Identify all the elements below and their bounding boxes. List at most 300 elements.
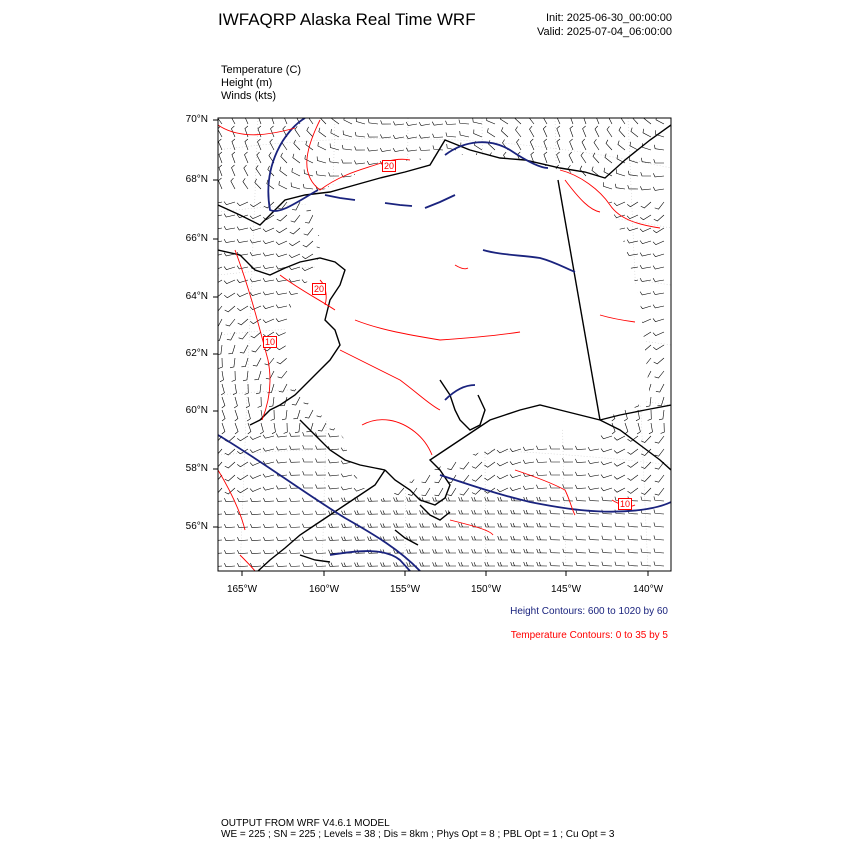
model-footer: OUTPUT FROM WRF V4.6.1 MODEL — [221, 818, 390, 829]
wind-barb — [536, 472, 547, 476]
wind-barb — [628, 171, 638, 176]
wind-barb — [640, 278, 651, 282]
wind-barb — [536, 459, 547, 463]
wind-barb — [433, 134, 444, 138]
wind-barb — [318, 142, 326, 150]
wind-barb — [602, 549, 612, 553]
wind-barb — [575, 485, 586, 489]
wind-barb — [250, 462, 261, 466]
wind-barb — [263, 265, 274, 268]
wind-barb — [563, 523, 573, 527]
wind-barb — [276, 332, 287, 336]
wind-barb — [653, 318, 664, 321]
wind-barb — [602, 562, 612, 566]
wind-barb — [355, 537, 366, 541]
wind-barb — [602, 536, 612, 540]
wind-barb — [276, 291, 287, 295]
wind-barb — [644, 115, 651, 124]
wind-barb — [302, 267, 313, 271]
wind-barb — [653, 291, 664, 295]
wind-barb — [237, 227, 248, 230]
wind-barb — [614, 488, 625, 492]
wind-barb — [510, 448, 521, 451]
wind-barb — [213, 488, 223, 495]
wind-barb — [594, 139, 599, 150]
wind-barb — [524, 510, 534, 514]
wind-barb — [615, 184, 625, 189]
wind-barb — [251, 332, 261, 338]
model-settings-footer: WE = 225 ; SN = 225 ; Levels = 38 ; Dis = 8km ; Phys Opt = 8 ; PBL Opt = 1 ; Cu Opt = 3 — [221, 829, 615, 840]
wind-barb — [380, 148, 391, 152]
wind-barb — [497, 475, 508, 479]
wind-barb — [472, 549, 482, 553]
wind-barb — [342, 511, 353, 515]
wind-barb — [653, 228, 664, 233]
wind-barb — [367, 161, 378, 165]
wind-barb — [231, 113, 235, 124]
wind-barb — [433, 549, 443, 553]
wind-barb — [211, 201, 222, 204]
wind-barb — [355, 563, 366, 567]
wind-barb — [524, 523, 534, 527]
wind-barb — [289, 254, 300, 258]
wind-barb — [627, 240, 638, 243]
wind-barb — [498, 523, 508, 527]
wind-barb — [393, 148, 404, 151]
wind-barb — [485, 549, 495, 553]
wind-barb — [588, 486, 599, 490]
wind-barb — [419, 122, 430, 125]
wind-barb — [276, 318, 287, 321]
wind-barb — [303, 241, 313, 247]
wind-barb — [446, 133, 456, 138]
wind-barb — [619, 127, 625, 137]
wind-barb — [263, 319, 274, 323]
wind-barb — [497, 462, 508, 466]
wind-barb — [290, 433, 301, 437]
wind-barb — [316, 563, 327, 567]
wind-barb — [316, 459, 327, 463]
wind-barb — [498, 562, 508, 566]
wind-barb — [625, 423, 628, 434]
temp-contour-label-10-east: 10 — [620, 499, 631, 509]
wind-barb — [563, 471, 573, 475]
wind-barb — [289, 550, 300, 554]
wind-barb — [654, 145, 664, 150]
wind-barb — [407, 510, 417, 514]
wind-barb — [446, 523, 456, 527]
wind-barb — [263, 305, 274, 308]
wind-barb — [614, 462, 625, 466]
wind-barb — [222, 410, 225, 421]
wind-barb — [589, 497, 599, 501]
wind-barb — [640, 215, 651, 220]
wind-barb — [279, 181, 287, 189]
wind-barb — [250, 306, 261, 310]
wind-barb — [653, 278, 664, 281]
wind-barb — [537, 536, 547, 540]
wind-barb — [630, 142, 638, 150]
wind-barb — [576, 523, 586, 527]
wind-barb — [550, 497, 560, 501]
wind-barb — [656, 384, 664, 392]
wind-barb — [319, 128, 326, 137]
wind-barb — [224, 239, 235, 243]
wind-barb — [511, 523, 521, 527]
wind-barb — [329, 563, 340, 567]
wind-barb — [529, 114, 535, 125]
wind-barb — [289, 563, 300, 567]
wind-barb — [225, 462, 235, 468]
wind-barb — [459, 120, 469, 125]
wind-barb — [459, 562, 469, 566]
wind-barb — [276, 305, 287, 308]
wind-barb — [237, 293, 248, 297]
wind-barb — [276, 486, 287, 490]
wind-barb — [589, 536, 599, 540]
wind-barb — [211, 537, 222, 541]
wind-barb — [263, 241, 274, 244]
wind-barb — [237, 306, 248, 311]
wind-barb — [241, 358, 248, 367]
wind-barb — [211, 550, 222, 554]
wind-barb — [224, 202, 235, 205]
wind-barb — [640, 305, 651, 308]
wind-barb — [239, 332, 248, 339]
wind-barb — [290, 472, 301, 476]
wind-barb — [295, 423, 300, 433]
wind-barb — [589, 562, 599, 566]
wind-barb — [628, 475, 639, 480]
wind-barb — [276, 511, 287, 515]
wind-barb — [420, 147, 431, 151]
wind-barb — [536, 446, 547, 450]
wind-barb — [435, 488, 444, 496]
lon-label-165: 165°W — [226, 584, 258, 595]
wind-barb — [276, 524, 287, 528]
wind-barb — [250, 550, 261, 554]
wind-barb — [632, 114, 638, 124]
wind-barb — [331, 129, 339, 137]
wind-barb — [258, 139, 262, 150]
wind-barb — [368, 524, 379, 528]
wind-barb — [329, 537, 340, 541]
wind-barb — [615, 549, 625, 553]
lon-label-145: 145°W — [550, 584, 582, 595]
wind-barb — [570, 126, 573, 137]
wind-barb — [543, 126, 547, 137]
wind-barb — [237, 462, 248, 467]
wind-barb — [250, 475, 261, 479]
wind-barb — [570, 139, 573, 150]
wind-barb — [355, 511, 366, 515]
wind-barb — [355, 146, 365, 150]
wind-barb — [341, 474, 352, 477]
wind-barb — [485, 497, 495, 501]
wind-barb — [381, 563, 392, 567]
wind-barb — [446, 121, 457, 125]
wind-barb — [212, 293, 222, 299]
wind-barb — [640, 241, 651, 244]
wind-barb — [224, 293, 235, 298]
wind-barb — [368, 498, 379, 502]
wind-barb — [627, 215, 638, 219]
wind-barb — [459, 536, 469, 540]
wind-barb — [237, 202, 248, 206]
wind-barb — [550, 536, 560, 540]
wind-barb — [459, 497, 469, 501]
wind-barb — [589, 523, 599, 527]
wind-barb — [279, 384, 287, 392]
wind-barb — [614, 475, 625, 479]
wind-barb — [589, 549, 599, 553]
wind-barb — [433, 536, 443, 540]
wind-barb — [263, 292, 274, 295]
wind-barb — [581, 152, 586, 163]
wind-barb — [289, 241, 300, 246]
wind-barb — [601, 436, 612, 439]
wind-barb — [544, 152, 547, 163]
wind-barb — [624, 410, 627, 421]
wind-barb — [211, 511, 222, 515]
wind-barb — [254, 371, 261, 380]
lon-label-160: 160°W — [308, 584, 340, 595]
wind-barb — [293, 154, 300, 163]
wind-barb — [498, 497, 508, 501]
wind-barb — [328, 459, 339, 463]
wind-barb — [240, 345, 248, 353]
field-height-label: Height (m) — [221, 77, 273, 89]
wind-barb — [250, 228, 261, 231]
wind-barb — [615, 536, 625, 540]
wind-barb — [641, 172, 651, 176]
wind-barb — [318, 423, 326, 431]
wind-barb — [459, 510, 469, 514]
wind-barb — [588, 473, 599, 477]
wind-barb — [232, 165, 236, 176]
wind-barb — [394, 536, 405, 540]
wind-barb — [237, 475, 248, 480]
wind-barb — [474, 130, 482, 138]
map-title: IWFAQRP Alaska Real Time WRF — [218, 10, 476, 29]
wind-barb — [420, 562, 430, 566]
wind-barb — [265, 358, 274, 365]
wind-barb — [224, 280, 235, 284]
wind-barb — [263, 487, 274, 490]
wind-barb — [615, 562, 625, 566]
wind-barb — [536, 485, 547, 489]
wind-barb — [289, 498, 300, 502]
wind-barb — [550, 549, 560, 553]
wind-barb — [485, 536, 495, 540]
wind-barb — [217, 113, 222, 124]
wind-barb — [237, 488, 248, 493]
wind-barb — [305, 215, 313, 223]
wind-barb — [213, 306, 222, 313]
wind-barb — [253, 358, 261, 366]
wind-barb — [498, 510, 508, 514]
wind-barb — [294, 140, 300, 150]
wind-barb — [302, 254, 313, 259]
wind-barb — [653, 187, 664, 191]
wind-barb — [601, 462, 612, 465]
wind-barb — [501, 127, 508, 137]
wind-barb — [616, 169, 625, 176]
wind-barb — [252, 345, 261, 352]
wind-barb — [641, 549, 651, 553]
wind-barb — [289, 279, 300, 282]
wind-barb — [276, 537, 287, 541]
wind-barb — [653, 254, 664, 257]
wind-barb — [656, 116, 664, 124]
wind-barb — [653, 173, 664, 177]
wind-barb — [211, 280, 222, 285]
lon-label-155: 155°W — [389, 584, 421, 595]
wind-barb — [460, 131, 469, 137]
wind-barb — [601, 449, 612, 452]
wind-barb — [563, 536, 573, 540]
temperature-contour-legend: Temperature Contours: 0 to 35 by 5 — [510, 630, 668, 641]
wind-barb — [270, 139, 274, 150]
wind-barb — [255, 179, 261, 189]
wind-barb — [394, 510, 405, 514]
wind-barb — [250, 215, 261, 219]
wind-barb — [245, 139, 248, 150]
wind-barb — [657, 397, 664, 406]
wind-barb — [487, 128, 495, 137]
wind-barb — [557, 126, 560, 137]
wind-barb — [250, 449, 261, 453]
wind-barb — [235, 410, 238, 421]
wind-barb — [488, 140, 495, 150]
wind-barb — [250, 240, 261, 243]
wind-barb — [215, 332, 222, 341]
wind-barb — [329, 550, 340, 554]
wind-barb — [460, 488, 469, 495]
wind-barb — [628, 523, 638, 527]
wind-barb — [472, 510, 482, 514]
wind-barb — [550, 562, 560, 566]
wind-barb — [231, 178, 235, 189]
wind-barb — [290, 228, 300, 234]
wind-barb — [628, 185, 638, 189]
wind-barb — [659, 410, 664, 420]
wind-barb — [302, 537, 313, 541]
wind-barb — [516, 127, 522, 138]
wind-barb — [628, 549, 638, 553]
wind-barb — [276, 460, 287, 464]
wind-barb — [258, 397, 262, 408]
wind-barb — [653, 345, 664, 350]
wind-barb — [583, 126, 586, 137]
wind-barb — [614, 449, 625, 453]
wind-barb — [524, 549, 534, 553]
field-winds-label: Winds (kts) — [221, 90, 276, 102]
wind-barb — [276, 345, 287, 350]
wind-barb — [575, 472, 586, 476]
wind-barb — [569, 152, 573, 163]
wind-barb — [641, 462, 651, 469]
wind-barb — [615, 523, 625, 527]
wind-barb — [544, 139, 547, 150]
wind-barb — [263, 228, 274, 232]
wind-barb — [250, 436, 261, 440]
wind-barb — [263, 524, 274, 528]
wind-barb — [655, 449, 664, 456]
wind-barb — [381, 120, 391, 124]
wind-barb — [302, 511, 313, 515]
wind-barb — [537, 497, 547, 501]
wind-barb — [618, 141, 625, 150]
wind-barb — [237, 550, 248, 554]
wind-barb — [576, 497, 586, 501]
wind-barb — [256, 384, 261, 394]
wind-barb — [433, 562, 443, 566]
wind-barb — [316, 511, 327, 515]
wind-barb — [654, 497, 664, 502]
wind-barb — [628, 536, 638, 540]
wind-barb — [627, 228, 638, 231]
wind-barb — [320, 114, 326, 124]
wind-barb — [649, 423, 653, 434]
wind-barb — [332, 115, 339, 124]
wind-barb — [263, 537, 274, 541]
wind-barb — [219, 358, 223, 369]
wind-barb — [290, 446, 301, 450]
wind-barb — [655, 436, 664, 443]
wind-barb — [563, 562, 573, 566]
wind-barb — [355, 132, 365, 137]
wind-barb — [316, 446, 327, 450]
wind-barb — [220, 371, 224, 382]
wind-barb — [472, 562, 482, 566]
wind-barb — [484, 462, 495, 467]
wind-barb — [420, 523, 430, 527]
wind-barb — [407, 523, 417, 527]
wind-barb — [511, 562, 521, 566]
wind-barb — [250, 488, 261, 492]
wind-barb — [588, 460, 599, 464]
wind-barb — [446, 549, 456, 553]
wind-barb — [277, 358, 287, 364]
wind-barb — [250, 563, 261, 567]
wind-barb — [291, 183, 300, 190]
wind-barb — [537, 549, 547, 553]
lat-label-64: 64°N — [185, 291, 208, 302]
wind-barb — [654, 358, 664, 364]
wind-barb — [267, 384, 274, 393]
wind-barb — [329, 172, 339, 176]
wind-barb — [511, 536, 521, 540]
wind-barb — [316, 550, 327, 554]
wind-barb — [243, 178, 248, 189]
wind-barb — [472, 497, 482, 501]
wind-barb — [446, 497, 456, 501]
wind-barb — [628, 488, 639, 493]
wind-barb — [653, 241, 664, 245]
lat-label-58: 58°N — [185, 463, 208, 474]
wind-barb — [226, 319, 235, 326]
wind-barb — [237, 436, 248, 441]
wind-barb — [484, 475, 495, 480]
wind-barb — [303, 458, 313, 462]
wind-barb — [225, 306, 235, 312]
wind-barb — [514, 114, 521, 124]
wind-barb — [576, 562, 586, 566]
wind-barb — [317, 157, 326, 164]
wind-barb — [653, 332, 664, 336]
wind-barb — [211, 213, 222, 216]
